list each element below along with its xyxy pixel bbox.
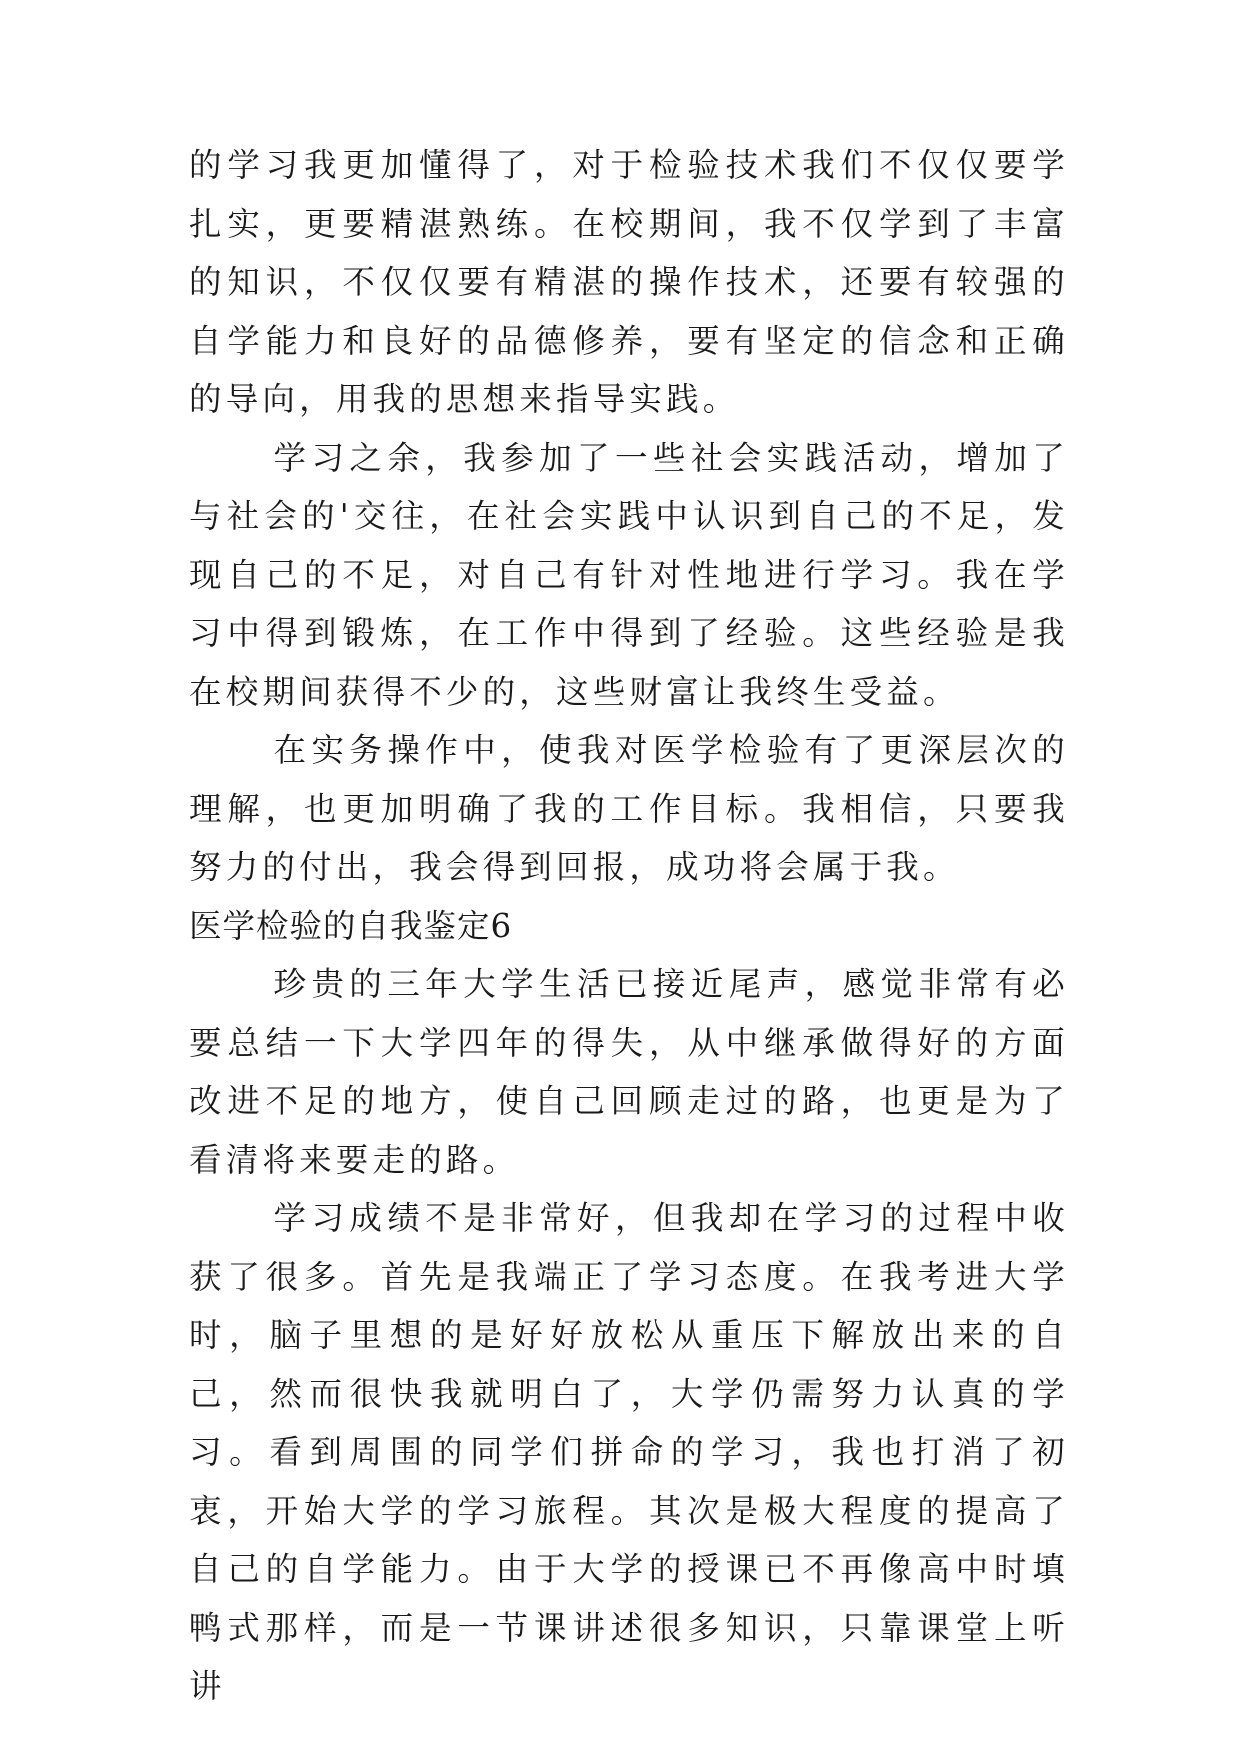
paragraph-2: 学习之余，我参加了一些社会实践活动，增加了与社会的'交往，在社会实践中认识到自己的不足，发现自己的不足，对自己有针对性地进行学习。我在学习中得到锻炼，在工作中得到了经验。这些经验是我在校期间获得不少的，这些财富让我终生受益。: [189, 438, 1069, 711]
paragraph-1: 的学习我更加懂得了，对于检验技术我们不仅仅要学扎实，更要精湛熟练。在校期间，我不仅学到了丰富的知识，不仅仅要有精湛的操作技术，还要有较强的自学能力和良好的品德修养，要有坚定的信念和正确的导向，用我的思想来指导实践。: [189, 146, 1069, 418]
paragraph-3: 在实务操作中，使我对医学检验有了更深层次的理解，也更加明确了我的工作目标。我相信，只要我努力的付出，我会得到回报，成功将会属于我。: [189, 731, 1069, 886]
paragraph-4: 珍贵的三年大学生活已接近尾声，感觉非常有必要总结一下大学四年的得失，从中继承做得好的方面改进不足的地方，使自己回顾走过的路，也更是为了看清将来要走的路。: [189, 965, 1069, 1179]
paragraph-5: 学习成绩不是非常好，但我却在学习的过程中收获了很多。首先是我端正了学习态度。在我考进大学时，脑子里想的是好好放松从重压下解放出来的自己，然而很快我就明白了，大学仍需努力认真的学习。看到周围的同学们拼命的学习，我也打消了初衷，开始大学的学习旅程。其次是极大程度的提高了自己的自学能力。由于大学的授课已不再像高中时填鸭式那样，而是一节课讲述很多知识，只靠课堂上听讲: [189, 1199, 1069, 1705]
section-heading: 医学检验的自我鉴定6: [189, 906, 513, 945]
document-body: [189, 136, 1069, 1716]
